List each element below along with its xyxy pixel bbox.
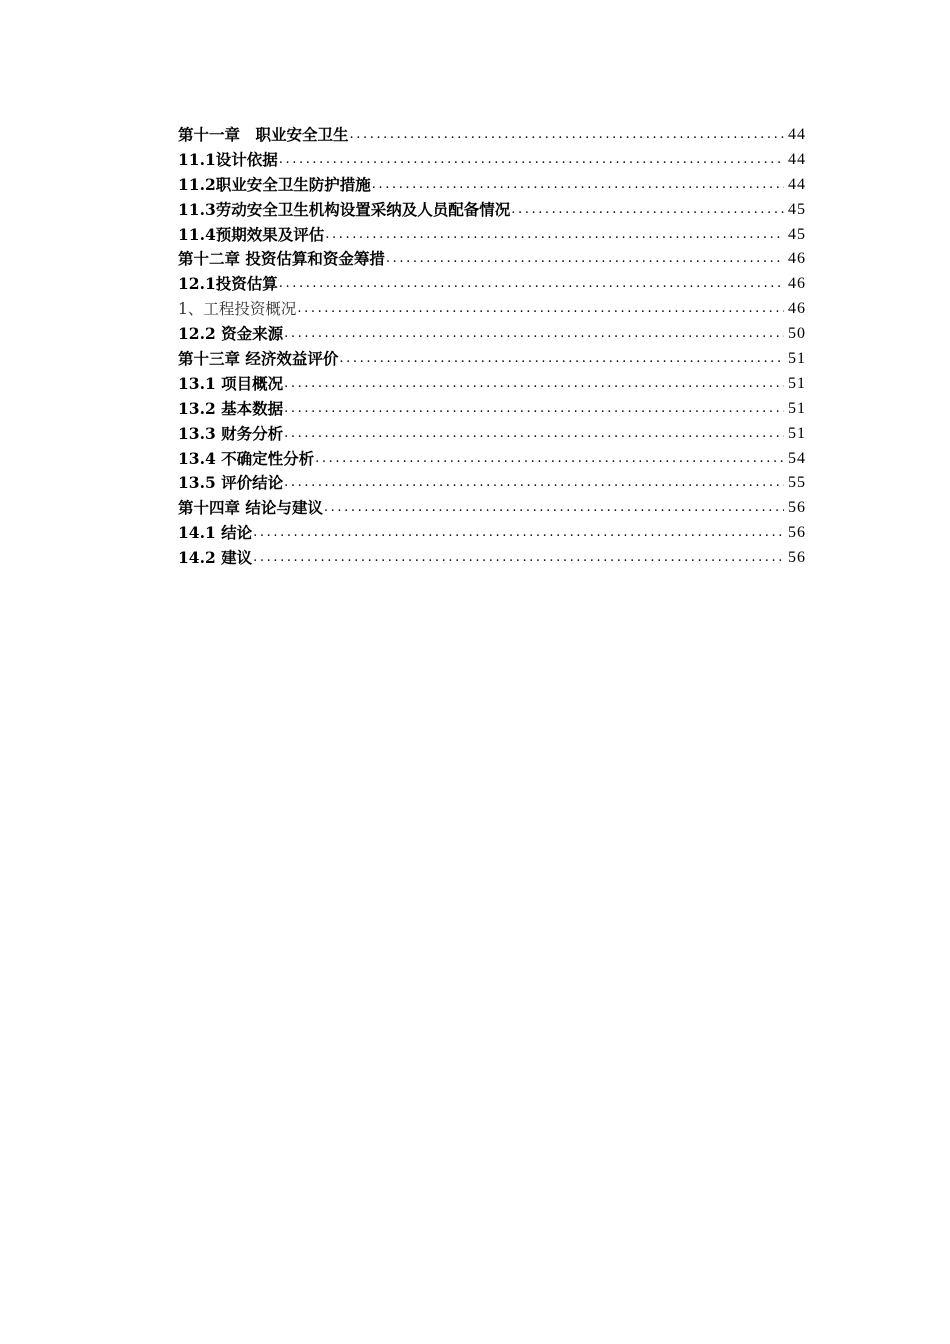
toc-entry[interactable] bbox=[178, 272, 806, 297]
toc-page-number: 56 bbox=[788, 499, 806, 517]
toc-entry[interactable] bbox=[178, 322, 806, 347]
toc-entry-title: 第十二章 投资估算和资金筹措 bbox=[178, 249, 385, 269]
toc-entry[interactable] bbox=[178, 447, 806, 472]
toc-dot-leader bbox=[297, 297, 784, 322]
toc-entry[interactable] bbox=[178, 123, 806, 148]
toc-entry-title: 第十三章 经济效益评价 bbox=[178, 349, 339, 368]
toc-page-number: 50 bbox=[788, 325, 806, 343]
toc-dot-leader bbox=[350, 123, 784, 148]
toc-entry-title: 11.4预期效果及评估 bbox=[178, 224, 325, 244]
toc-dot-leader bbox=[253, 521, 784, 546]
toc-entry[interactable] bbox=[178, 397, 806, 422]
toc-dot-leader bbox=[253, 546, 784, 571]
toc-entry-title: 13.1 项目概况 bbox=[178, 373, 284, 393]
toc-entry-title: 12.1投资估算 bbox=[178, 274, 278, 294]
toc-entry-title: 第十四章 结论与建议 bbox=[178, 498, 323, 518]
toc-page-number: 45 bbox=[788, 200, 806, 218]
toc-page-number: 51 bbox=[788, 350, 806, 367]
toc-entry-title: 11.1设计依据 bbox=[178, 149, 278, 169]
toc-entry[interactable] bbox=[178, 496, 806, 521]
toc-dot-leader bbox=[386, 247, 784, 272]
toc-dot-leader bbox=[339, 347, 784, 372]
toc-dot-leader bbox=[284, 397, 784, 422]
toc-dot-leader bbox=[279, 148, 784, 173]
toc-entry-title: 13.5 评价结论 bbox=[178, 473, 284, 493]
toc-dot-leader bbox=[325, 223, 784, 248]
toc-entry[interactable] bbox=[178, 372, 806, 397]
toc-page-number: 56 bbox=[788, 524, 806, 542]
toc-page-number: 46 bbox=[788, 250, 806, 268]
toc-page-number: 46 bbox=[788, 275, 806, 293]
toc-page-number: 44 bbox=[788, 150, 806, 168]
table-of-contents bbox=[178, 123, 806, 571]
toc-entry-title: 13.2 基本数据 bbox=[178, 398, 284, 418]
toc-page-number: 46 bbox=[788, 300, 806, 318]
toc-dot-leader bbox=[284, 422, 784, 447]
toc-dot-leader bbox=[315, 447, 784, 472]
toc-entry-title: 11.2职业安全卫生防护措施 bbox=[178, 174, 371, 194]
toc-dot-leader bbox=[284, 322, 784, 347]
toc-entry-title: 12.2 资金来源 bbox=[178, 324, 284, 344]
toc-page-number: 44 bbox=[788, 125, 806, 143]
toc-dot-leader bbox=[284, 372, 784, 397]
toc-entry-title: 第十一章 职业安全卫生 bbox=[178, 124, 349, 144]
toc-page-number: 51 bbox=[788, 399, 806, 417]
toc-page-number: 55 bbox=[788, 474, 806, 492]
toc-entry[interactable] bbox=[178, 422, 806, 447]
toc-entry[interactable] bbox=[178, 297, 806, 322]
toc-dot-leader bbox=[511, 198, 784, 223]
toc-entry[interactable] bbox=[178, 148, 806, 173]
toc-entry[interactable] bbox=[178, 198, 806, 223]
toc-page-number: 45 bbox=[788, 225, 806, 243]
toc-page-number: 56 bbox=[788, 549, 806, 567]
toc-entry[interactable] bbox=[178, 173, 806, 198]
toc-entry[interactable] bbox=[178, 471, 806, 496]
toc-entry[interactable] bbox=[178, 223, 806, 248]
toc-page-number: 44 bbox=[788, 175, 806, 193]
toc-entry-title: 11.3劳动安全卫生机构设置采纳及人员配备情况 bbox=[178, 199, 511, 219]
toc-page-number: 51 bbox=[788, 424, 806, 442]
toc-entry[interactable] bbox=[178, 347, 806, 372]
toc-entry-title: 14.1 结论 bbox=[178, 523, 253, 543]
toc-dot-leader bbox=[284, 471, 784, 496]
toc-page-number: 51 bbox=[788, 374, 806, 392]
toc-entry-title: 1、工程投资概况 bbox=[178, 300, 297, 319]
toc-entry-title: 13.4 不确定性分析 bbox=[178, 448, 315, 468]
toc-dot-leader bbox=[324, 496, 784, 521]
toc-entry[interactable] bbox=[178, 546, 806, 571]
toc-entry-title: 14.2 建议 bbox=[178, 548, 253, 568]
toc-page-number: 54 bbox=[788, 449, 806, 467]
toc-entry-title: 13.3 财务分析 bbox=[178, 423, 284, 443]
toc-dot-leader bbox=[279, 272, 784, 297]
toc-dot-leader bbox=[372, 173, 784, 198]
toc-entry[interactable] bbox=[178, 521, 806, 546]
toc-entry[interactable] bbox=[178, 247, 806, 272]
